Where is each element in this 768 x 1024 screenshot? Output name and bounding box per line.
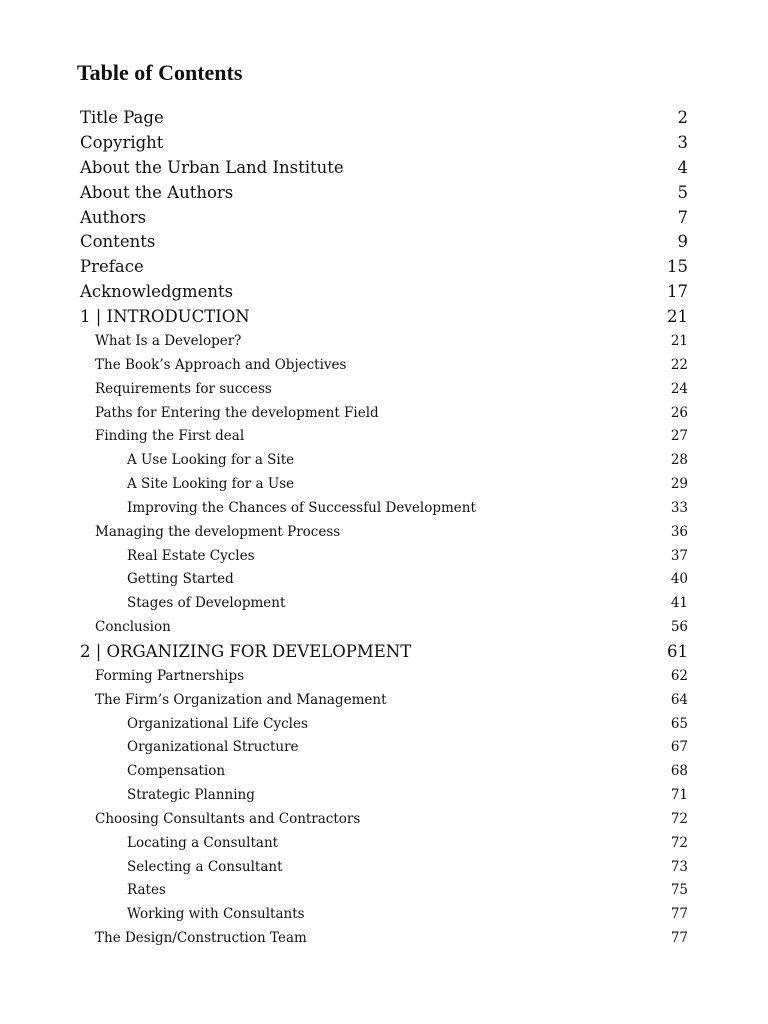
toc-entry-label: Title Page xyxy=(80,108,164,127)
toc-entry[interactable] xyxy=(80,640,688,665)
toc-entry-label: Conclusion xyxy=(95,619,171,636)
toc-entry-label: Copyright xyxy=(80,132,164,152)
toc-entry[interactable] xyxy=(80,425,688,449)
toc-entry[interactable] xyxy=(80,131,688,156)
table-of-contents xyxy=(80,106,688,951)
toc-entry-page-number: 77 xyxy=(670,930,688,947)
toc-entry-page-number: 7 xyxy=(677,207,688,227)
toc-entry-page-number: 22 xyxy=(670,356,688,373)
toc-entry[interactable] xyxy=(80,378,688,402)
toc-entry-page-number: 77 xyxy=(670,906,688,923)
toc-entry[interactable] xyxy=(80,280,688,305)
toc-entry[interactable] xyxy=(80,449,688,473)
toc-entry-page-number: 62 xyxy=(670,667,688,684)
toc-entry[interactable] xyxy=(80,808,688,832)
toc-entry[interactable] xyxy=(80,689,688,713)
toc-entry-label: Forming Partnerships xyxy=(95,667,245,684)
toc-entry[interactable] xyxy=(80,230,688,255)
toc-entry-label: Working with Consultants xyxy=(127,906,305,923)
toc-entry[interactable] xyxy=(80,106,688,131)
toc-entry-label: Compensation xyxy=(127,763,226,780)
toc-entry[interactable] xyxy=(80,736,688,760)
toc-entry-label: 1 | INTRODUCTION xyxy=(80,307,250,327)
toc-entry-label: What Is a Developer? xyxy=(95,333,242,350)
toc-entry-page-number: 67 xyxy=(670,739,688,756)
toc-entry-label: Requirements for success xyxy=(95,380,272,397)
toc-entry-page-number: 27 xyxy=(670,428,688,445)
toc-entry-page-number: 40 xyxy=(670,571,688,588)
toc-entry-label: Contents xyxy=(80,232,156,252)
toc-entry-page-number: 41 xyxy=(670,595,688,612)
toc-entry-page-number: 56 xyxy=(670,619,688,636)
toc-entry-label: Organizational Life Cycles xyxy=(127,715,308,732)
toc-entry-label: Stages of Development xyxy=(127,595,286,612)
toc-entry-page-number: 26 xyxy=(670,404,688,421)
toc-entry[interactable] xyxy=(80,521,688,545)
toc-entry-label: Managing the development Process xyxy=(95,523,341,540)
toc-entry[interactable] xyxy=(80,497,688,521)
toc-entry[interactable] xyxy=(80,156,688,181)
toc-entry-page-number: 9 xyxy=(677,232,688,252)
toc-entry-page-number: 33 xyxy=(670,499,688,516)
page-title: Table of Contents xyxy=(77,60,243,85)
toc-entry[interactable] xyxy=(80,330,688,354)
toc-entry-page-number: 28 xyxy=(670,452,688,469)
toc-entry-label: About the Urban Land Institute xyxy=(80,157,344,177)
toc-entry-label: Locating a Consultant xyxy=(127,834,279,851)
toc-entry-page-number: 71 xyxy=(670,787,688,804)
toc-entry-page-number: 21 xyxy=(670,333,688,350)
toc-entry-label: A Site Looking for a Use xyxy=(127,476,295,493)
toc-entry[interactable] xyxy=(80,545,688,569)
toc-entry-page-number: 73 xyxy=(670,858,688,875)
toc-entry-page-number: 5 xyxy=(677,182,688,202)
toc-entry[interactable] xyxy=(80,832,688,856)
toc-entry-label: Authors xyxy=(80,207,147,227)
toc-entry[interactable] xyxy=(80,305,688,330)
toc-entry-page-number: 24 xyxy=(670,380,688,397)
toc-entry-page-number: 4 xyxy=(677,157,688,177)
toc-entry-label: The Firm’s Organization and Management xyxy=(95,691,387,708)
toc-entry[interactable] xyxy=(80,473,688,497)
toc-entry-label: A Use Looking for a Site xyxy=(127,452,295,469)
toc-entry-label: Strategic Planning xyxy=(127,787,255,804)
toc-entry-label: Acknowledgments xyxy=(80,282,234,302)
toc-entry[interactable] xyxy=(80,784,688,808)
toc-entry[interactable] xyxy=(80,616,688,640)
toc-entry-label: Organizational Structure xyxy=(127,739,299,756)
toc-entry-label: 2 | ORGANIZING FOR DEVELOPMENT xyxy=(80,641,412,661)
toc-entry[interactable] xyxy=(80,665,688,689)
toc-entry[interactable] xyxy=(80,568,688,592)
toc-entry[interactable] xyxy=(80,255,688,280)
toc-entry-label: The Design/Construction Team xyxy=(95,930,307,947)
toc-entry-label: Finding the First deal xyxy=(95,428,245,445)
toc-entry[interactable] xyxy=(80,903,688,927)
toc-entry[interactable] xyxy=(80,402,688,426)
toc-entry-page-number: 65 xyxy=(670,715,688,732)
toc-entry-page-number: 72 xyxy=(670,834,688,851)
toc-entry-page-number: 64 xyxy=(670,691,688,708)
toc-entry-page-number: 37 xyxy=(670,547,688,564)
toc-entry-page-number: 61 xyxy=(667,641,688,661)
toc-entry-label: Preface xyxy=(80,257,144,277)
toc-entry[interactable] xyxy=(80,760,688,784)
toc-entry[interactable] xyxy=(80,206,688,231)
toc-entry-label: The Book’s Approach and Objectives xyxy=(95,356,347,373)
toc-entry-page-number: 17 xyxy=(667,282,688,302)
toc-entry-page-number: 29 xyxy=(670,476,688,493)
toc-entry-page-number: 2 xyxy=(677,108,688,127)
toc-entry-label: Getting Started xyxy=(127,571,234,588)
toc-entry-label: Choosing Consultants and Contractors xyxy=(95,810,361,827)
toc-entry[interactable] xyxy=(80,354,688,378)
toc-entry-label: Rates xyxy=(127,882,166,899)
toc-entry[interactable] xyxy=(80,879,688,903)
toc-entry-label: Real Estate Cycles xyxy=(127,547,255,564)
toc-entry[interactable] xyxy=(80,181,688,206)
toc-entry-page-number: 68 xyxy=(670,763,688,780)
toc-entry[interactable] xyxy=(80,927,688,951)
toc-entry-page-number: 15 xyxy=(667,257,688,277)
toc-entry-label: Improving the Chances of Successful Development xyxy=(127,499,476,516)
toc-entry-page-number: 21 xyxy=(667,307,688,327)
toc-entry[interactable] xyxy=(80,856,688,880)
toc-entry-page-number: 75 xyxy=(670,882,688,899)
toc-entry-page-number: 3 xyxy=(677,132,688,152)
toc-entry-label: Paths for Entering the development Field xyxy=(95,404,379,421)
toc-entry-page-number: 36 xyxy=(670,523,688,540)
toc-entry[interactable] xyxy=(80,592,688,616)
toc-entry-label: Selecting a Consultant xyxy=(127,858,283,875)
toc-entry-label: About the Authors xyxy=(80,182,234,202)
toc-entry[interactable] xyxy=(80,713,688,737)
toc-entry-page-number: 72 xyxy=(670,810,688,827)
